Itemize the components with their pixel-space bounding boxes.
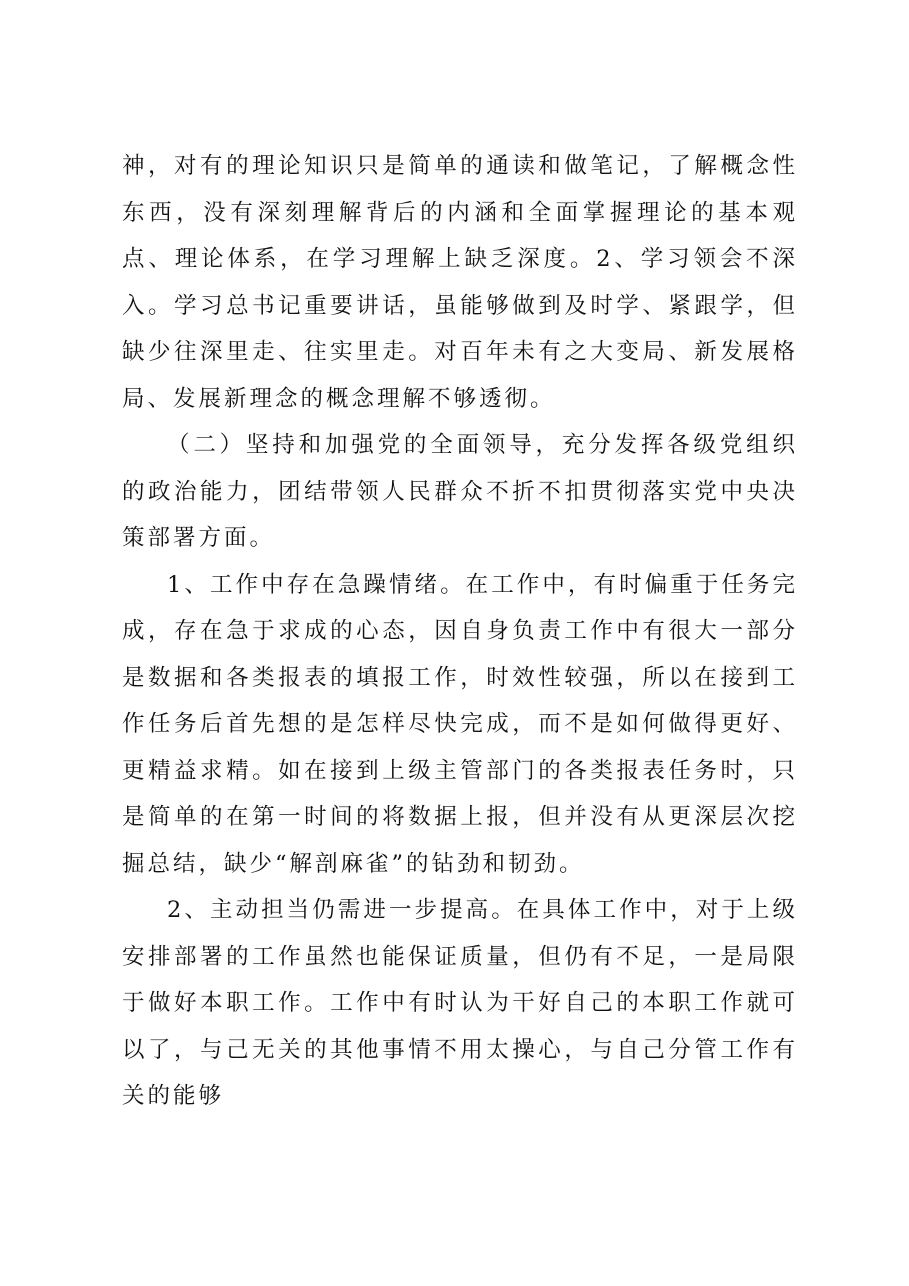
paragraph-section-heading: （二）坚持和加强党的全面领导，充分发挥各级党组织的政治能力，团结带领人民群众不折不扣贯彻落实党中央决策部署方面。 [122, 432, 798, 551]
paragraph-item-1: 1、工作中存在急躁情绪。在工作中，有时偏重于任务完成，存在急于求成的心态，因自身负责工作中有很大一部分是数据和各类报表的填报工作，时效性较强，所以在接到工作任务后首先想的是怎样尽快完成，而不是如何做得更好、更精益求精。如在接到上级主管部门的各类报表任务时，只是简单的在第一时间的将数据上报，但并没有从更深层次挖掘总结，缺少“解剖麻雀”的钻劲和韧劲。 [122, 571, 798, 877]
document-body [122, 143, 798, 1120]
paragraph-item-2: 2、主动担当仍需进一步提高。在具体工作中，对于上级安排部署的工作虽然也能保证质量，但仍有不足，一是局限于做好本职工作。工作中有时认为干好自己的本职工作就可以了，与己无关的其他事情不用太操心，与自己分管工作有关的能够 [122, 897, 798, 1109]
paragraph-continuation: 神，对有的理论知识只是简单的通读和做笔记，了解概念性东西，没有深刻理解背后的内涵和全面掌握理论的基本观点、理论体系，在学习理解上缺乏深度。2、学习领会不深入。学习总书记重要讲话，虽能够做到及时学、紧跟学，但缺少往深里走、往实里走。对百年未有之大变局、新发展格局、发展新理念的概念理解不够透彻。 [122, 153, 798, 412]
